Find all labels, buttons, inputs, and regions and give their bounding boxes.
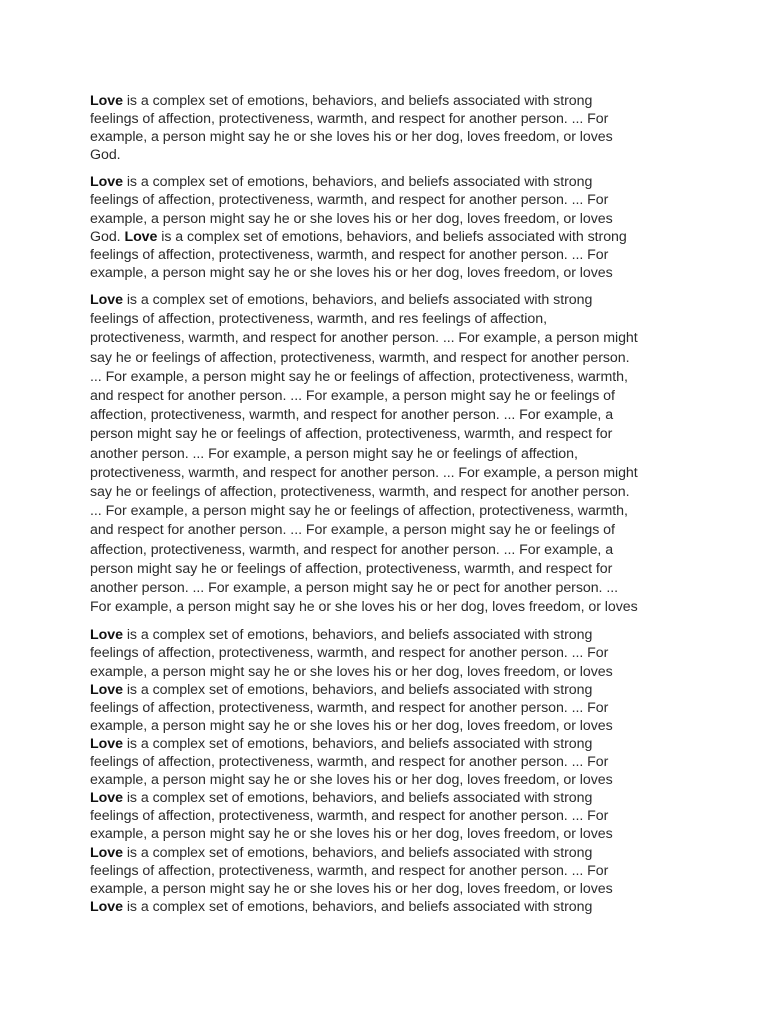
text-line [90, 310, 690, 329]
bold-term: Love [90, 898, 123, 915]
text-line [90, 228, 690, 246]
text-run: is a complex set of emotions, behaviors, and beliefs associated with strong [122, 174, 593, 191]
text-line [90, 681, 690, 699]
text-line [90, 92, 690, 110]
text-line [90, 445, 690, 464]
text-line [90, 264, 690, 282]
text-line [90, 406, 690, 425]
text-run: For example, a person might say he or she loves his or her dog, loves freedom, or loves [90, 599, 638, 616]
text-run: feelings of affection, protectiveness, warmth, and respect for another person. ... For [90, 192, 609, 209]
text-run: another person. ... For example, a person might say he or pect for another person. ... [90, 579, 619, 596]
text-line [90, 110, 690, 128]
text-line [90, 191, 690, 209]
text-run: ... For example, a person might say he or feelings of affection, protectiveness, warmth, [90, 368, 628, 385]
text-run: is a complex set of emotions, behaviors, and beliefs associated with strong [122, 291, 593, 308]
text-line [90, 880, 690, 898]
text-line [90, 173, 690, 191]
text-run: God. [90, 228, 125, 245]
bold-term: Love [90, 790, 123, 807]
text-line [90, 789, 690, 807]
bold-term: Love [90, 844, 123, 861]
paragraph-2 [90, 173, 690, 282]
text-run: feelings of affection, protectiveness, warmth, and respect for another person. ... For [90, 645, 609, 662]
text-run: feelings of affection, protectiveness, warmth, and respect for another person. ... For [90, 862, 609, 879]
text-run: say he or feelings of affection, protectiveness, warmth, and respect for another person. [90, 483, 630, 500]
text-run: God. [90, 147, 121, 164]
text-run: and respect for another person. ... For example, a person might say he or feelings of [90, 387, 615, 404]
text-run: protectiveness, warmth, and respect for another person. ... For example, a person might [90, 330, 638, 347]
text-run: protectiveness, warmth, and respect for another person. ... For example, a person might [90, 464, 638, 481]
paragraph-3 [90, 291, 690, 617]
text-line [90, 844, 690, 862]
text-run: is a complex set of emotions, behaviors, and beliefs associated with strong [122, 681, 593, 698]
text-run: is a complex set of emotions, behaviors, and beliefs associated with strong [122, 627, 593, 644]
text-run: is a complex set of emotions, behaviors, and beliefs associated with strong [157, 228, 627, 245]
bold-term: Love [90, 627, 123, 644]
bold-term: Love [90, 291, 123, 308]
text-line [90, 644, 690, 662]
text-line [90, 425, 690, 444]
text-line [90, 598, 690, 617]
text-line [90, 521, 690, 540]
bold-term: Love [90, 735, 123, 752]
bold-term: Love [124, 228, 158, 245]
text-run: example, a person might say he or she loves his or her dog, loves freedom, or loves [90, 772, 613, 789]
text-line [90, 210, 690, 228]
text-line [90, 626, 690, 644]
text-run: feelings of affection, protectiveness, warmth, and respect for another person. ... For [90, 246, 609, 263]
text-run: ... For example, a person might say he or feelings of affection, protectiveness, warmth, [90, 503, 628, 520]
text-run: another person. ... For example, a person might say he or feelings of affection, [90, 445, 578, 462]
text-run: feelings of affection, protectiveness, warmth, and respect for another person. ... For [90, 754, 609, 771]
text-run: feelings of affection, protectiveness, warmth, and respect for another person. ... For [90, 699, 609, 716]
text-run: feelings of affection, protectiveness, warmth, and res feelings of affection, [90, 311, 547, 328]
text-line [90, 825, 690, 843]
text-line [90, 128, 690, 146]
text-line [90, 349, 690, 368]
text-run: is a complex set of emotions, behaviors, and beliefs associated with strong [122, 844, 593, 861]
text-run: is a complex set of emotions, behaviors, and beliefs associated with strong [122, 93, 593, 109]
text-run: example, a person might say he or she loves his or her dog, loves freedom, or loves [90, 880, 613, 897]
text-line [90, 753, 690, 771]
text-run: person might say he or feelings of affection, protectiveness, warmth, and respect for [90, 426, 613, 443]
text-line [90, 502, 690, 521]
text-run: affection, protectiveness, warmth, and respect for another person. ... For example, a [90, 407, 614, 424]
text-run: example, a person might say he or she loves his or her dog, loves freedom, or loves [90, 264, 613, 281]
paragraph-1 [90, 92, 690, 164]
text-line [90, 246, 690, 264]
paragraph-4 [90, 626, 690, 916]
text-line [90, 862, 690, 880]
bold-term: Love [90, 93, 123, 109]
text-line [90, 560, 690, 579]
text-run: example, a person might say he or she loves his or her dog, loves freedom, or loves [90, 210, 613, 227]
text-run: example, a person might say he or she loves his or her dog, loves freedom, or loves [90, 663, 613, 680]
text-line [90, 146, 690, 164]
text-run: say he or feelings of affection, protectiveness, warmth, and respect for another person. [90, 349, 630, 366]
text-run: is a complex set of emotions, behaviors, and beliefs associated with strong [122, 735, 593, 752]
text-line [90, 329, 690, 348]
text-line [90, 663, 690, 681]
text-line [90, 717, 690, 735]
text-run: is a complex set of emotions, behaviors, and beliefs associated with strong [122, 790, 593, 807]
text-run: is a complex set of emotions, behaviors, and beliefs associated with strong [122, 898, 593, 915]
text-line [90, 898, 690, 916]
text-line [90, 464, 690, 483]
text-run: affection, protectiveness, warmth, and respect for another person. ... For example, a [90, 541, 614, 558]
text-line [90, 579, 690, 598]
bold-term: Love [90, 681, 123, 698]
text-line [90, 291, 690, 310]
text-line [90, 735, 690, 753]
text-run: and respect for another person. ... For example, a person might say he or feelings of [90, 522, 615, 539]
text-line [90, 807, 690, 825]
text-line [90, 368, 690, 387]
text-line [90, 541, 690, 560]
text-line [90, 387, 690, 406]
text-line [90, 483, 690, 502]
document-page [90, 92, 690, 916]
text-line [90, 771, 690, 789]
text-run: feelings of affection, protectiveness, warmth, and respect for another person. ... For [90, 111, 609, 128]
text-run: example, a person might say he or she loves his or her dog, loves freedom, or loves [90, 717, 613, 734]
text-run: person might say he or feelings of affection, protectiveness, warmth, and respect for [90, 560, 613, 577]
text-line [90, 699, 690, 717]
bold-term: Love [90, 174, 123, 191]
text-run: example, a person might say he or she loves his or her dog, loves freedom, or loves [90, 129, 613, 146]
text-run: feelings of affection, protectiveness, warmth, and respect for another person. ... For [90, 808, 609, 825]
text-run: example, a person might say he or she loves his or her dog, loves freedom, or loves [90, 826, 613, 843]
